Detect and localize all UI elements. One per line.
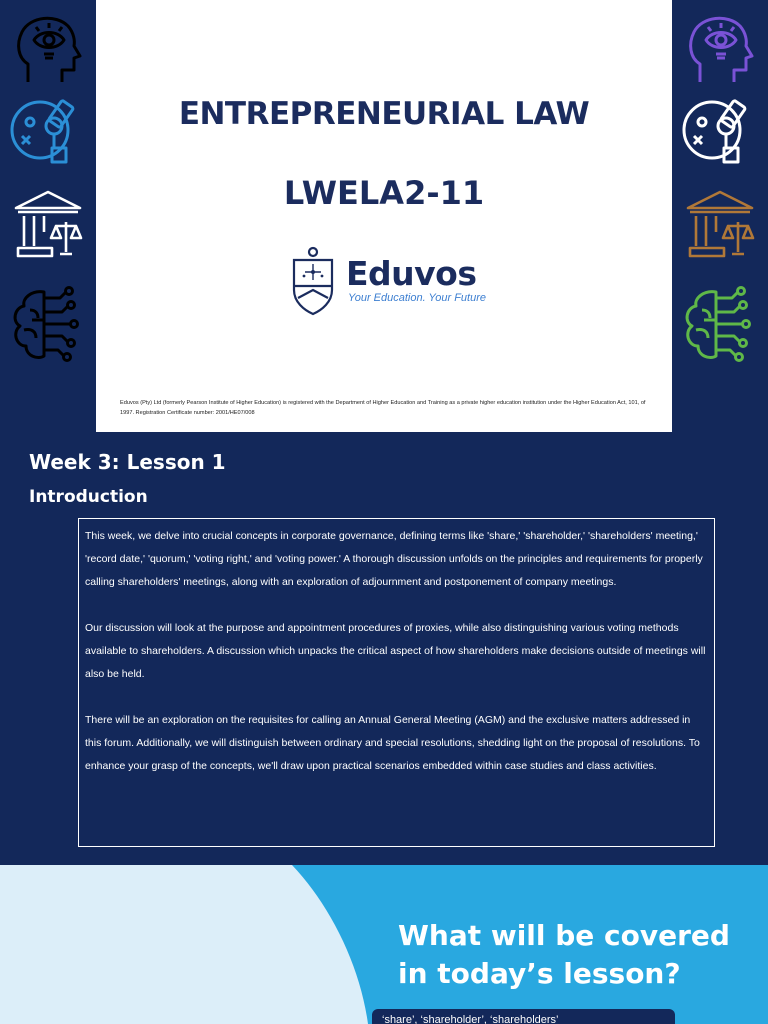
title-slide: [0, 0, 768, 432]
intro-paragraph: Our discussion will look at the purpose and appointment procedures of proxies, while also distinguishing various voting methods available to shareholders. A discussion which unpacks the critical aspect of how shareholders make decisions outside of meetings will also be held.: [85, 622, 706, 680]
logo-wordmark: Eduvos: [346, 254, 477, 293]
intro-paragraph: There will be an exploration on the requisites for calling an Annual General Meeting (AGM) and the exclusive matters addressed in this forum. Additionally, we will distinguish between ordinary and special resolutions, shedding light on the proposal of resolutions. To enhance your grasp of the concepts, we'll draw upon practical scenarios embedded within case studies and class activities.: [85, 714, 700, 772]
brain-circuit-icon: [8, 284, 88, 364]
courthouse-scales-icon: [8, 186, 88, 266]
section-title: Introduction: [29, 487, 148, 507]
registration-disclaimer: Eduvos (Pty) Ltd (formerly Pearson Institute of Higher Education) is registered with the Department of Higher Education and Training as a private higher education institution under the Higher Education Act, 101, of 1997. Registration Certificate number: 2001/HE07/008: [120, 400, 646, 416]
eduvos-logo: [288, 244, 488, 320]
microscope-icon: [8, 92, 88, 172]
shield-crest-icon: [288, 244, 338, 316]
brain-circuit-icon: [680, 284, 760, 364]
overview-heading: What will be covered in today’s lesson?: [398, 919, 730, 990]
head-eye-icon: [8, 8, 88, 88]
introduction-slide: [0, 432, 768, 865]
intro-paragraph: This week, we delve into crucial concepts in corporate governance, defining terms like 'share,' 'shareholder,' 'shareholders' meeting,' 'record date,' 'quorum,' 'voting right,' and 'voting power.' A thorough discussion unfolds on the principles and requirements for properly calling shareholders' meetings, along with an exploration of adjournment and postponement of company meetings.: [85, 530, 703, 588]
lesson-overview-slide: [0, 865, 768, 1024]
course-code: LWELA2-11: [283, 174, 485, 212]
week-lesson-title: Week 3: Lesson 1: [29, 450, 226, 474]
logo-tagline: Your Education. Your Future: [348, 292, 486, 304]
introduction-textbox: [78, 518, 715, 847]
courthouse-scales-icon: [680, 186, 760, 266]
microscope-icon: [680, 92, 760, 172]
topic-item: ‘share’, ‘shareholder’, ‘shareholders’: [372, 1009, 675, 1024]
left-icon-panel: [0, 0, 96, 432]
head-eye-icon: [680, 8, 760, 88]
course-title: ENTREPRENEURIAL LAW: [178, 96, 590, 132]
right-icon-panel: [672, 0, 768, 432]
